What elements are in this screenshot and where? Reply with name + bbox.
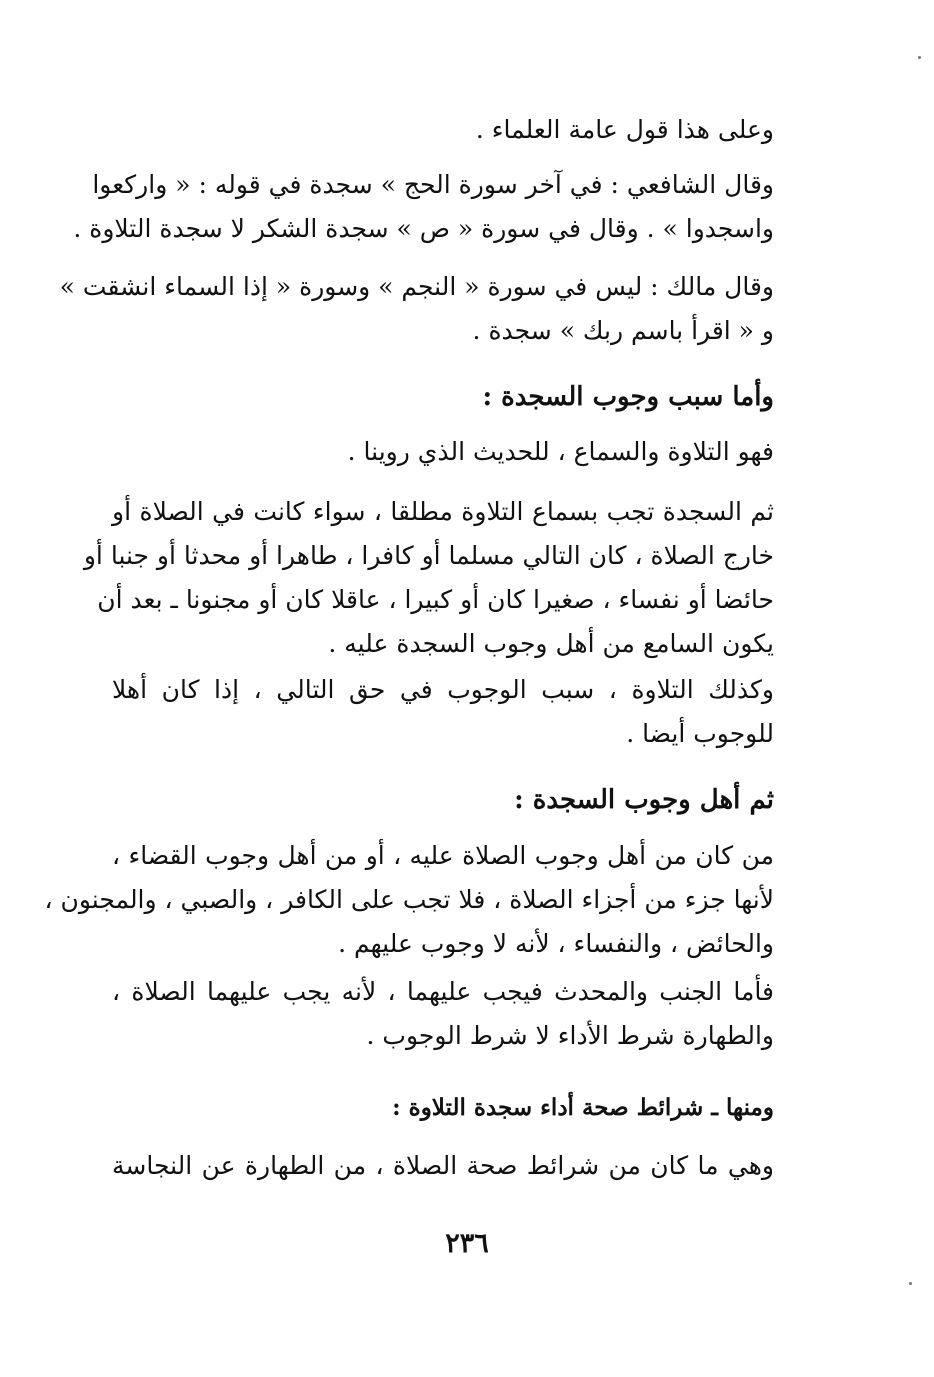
heading-text: ثم أهل وجوب السجدة : — [514, 785, 774, 815]
text-line: للوجوب أيضا . — [626, 719, 774, 748]
text-line: وعلى هذا قول عامة العلماء . — [475, 115, 774, 144]
scan-speck — [909, 1282, 912, 1285]
section-heading-eligibility — [112, 778, 774, 822]
text-line: ثم السجدة تجب بسماع التلاوة مطلقا ، سواء كانت في الصلاة أو — [112, 497, 774, 526]
heading-text: وأما سبب وجوب السجدة : — [482, 382, 774, 412]
paragraph-7 — [44, 834, 774, 966]
text-line: لأنها جزء من أجزاء الصلاة ، فلا تجب على الكافر ، والصبي ، والمجنون ، — [44, 885, 774, 914]
scan-speck — [918, 56, 921, 59]
paragraph-6 — [112, 668, 774, 756]
paragraph-8 — [112, 970, 774, 1058]
paragraph-2 — [73, 163, 774, 251]
text-line: فهو التلاوة والسماع ، للحديث الذي روينا . — [347, 437, 774, 466]
text-line: والحائض ، والنفساء ، لأنه لا وجوب عليهم . — [338, 929, 774, 958]
text-line: وقال مالك : ليس في سورة « النجم » وسورة « إذا السماء انشقت » — [59, 272, 774, 301]
text-line: وهي ما كان من شرائط صحة الصلاة ، من الطهارة عن النجاسة — [112, 1151, 774, 1180]
heading-text: ومنها ـ شرائط صحة أداء سجدة التلاوة : — [392, 1094, 774, 1121]
text-line: واسجدوا » . وقال في سورة « ص » سجدة الشكر لا سجدة التلاوة . — [73, 214, 774, 243]
text-line: وقال الشافعي : في آخر سورة الحج » سجدة في قوله : « واركعوا — [92, 170, 774, 199]
paragraph-5 — [83, 490, 774, 666]
text-line: من كان من أهل وجوب الصلاة عليه ، أو من أهل وجوب القضاء ، — [112, 841, 774, 870]
section-heading-conditions — [112, 1086, 774, 1130]
text-line: والطهارة شرط الأداء لا شرط الوجوب . — [366, 1021, 774, 1050]
text-line: وكذلك التلاوة ، سبب الوجوب في حق التالي ، إذا كان أهلا — [112, 675, 774, 704]
page-number: ٢٣٦ — [445, 1228, 489, 1259]
section-heading-reason — [112, 375, 774, 419]
text-line: حائضا أو نفساء ، صغيرا كان أو كبيرا ، عاقلا كان أو مجنونا ـ بعد أن — [97, 585, 774, 614]
text-line: يكون السامع من أهل وجوب السجدة عليه . — [328, 629, 774, 658]
text-line: و « اقرأ باسم ربك » سجدة . — [472, 316, 774, 345]
paragraph-9 — [112, 1144, 774, 1188]
paragraph-1 — [112, 108, 774, 152]
paragraph-4 — [112, 430, 774, 474]
text-line: خارج الصلاة ، كان التالي مسلما أو كافرا ، طاهرا أو محدثا أو جنبا أو — [83, 541, 774, 570]
text-line: فأما الجنب والمحدث فيجب عليهما ، لأنه يجب عليهما الصلاة ، — [112, 977, 774, 1006]
paragraph-3 — [59, 265, 774, 353]
